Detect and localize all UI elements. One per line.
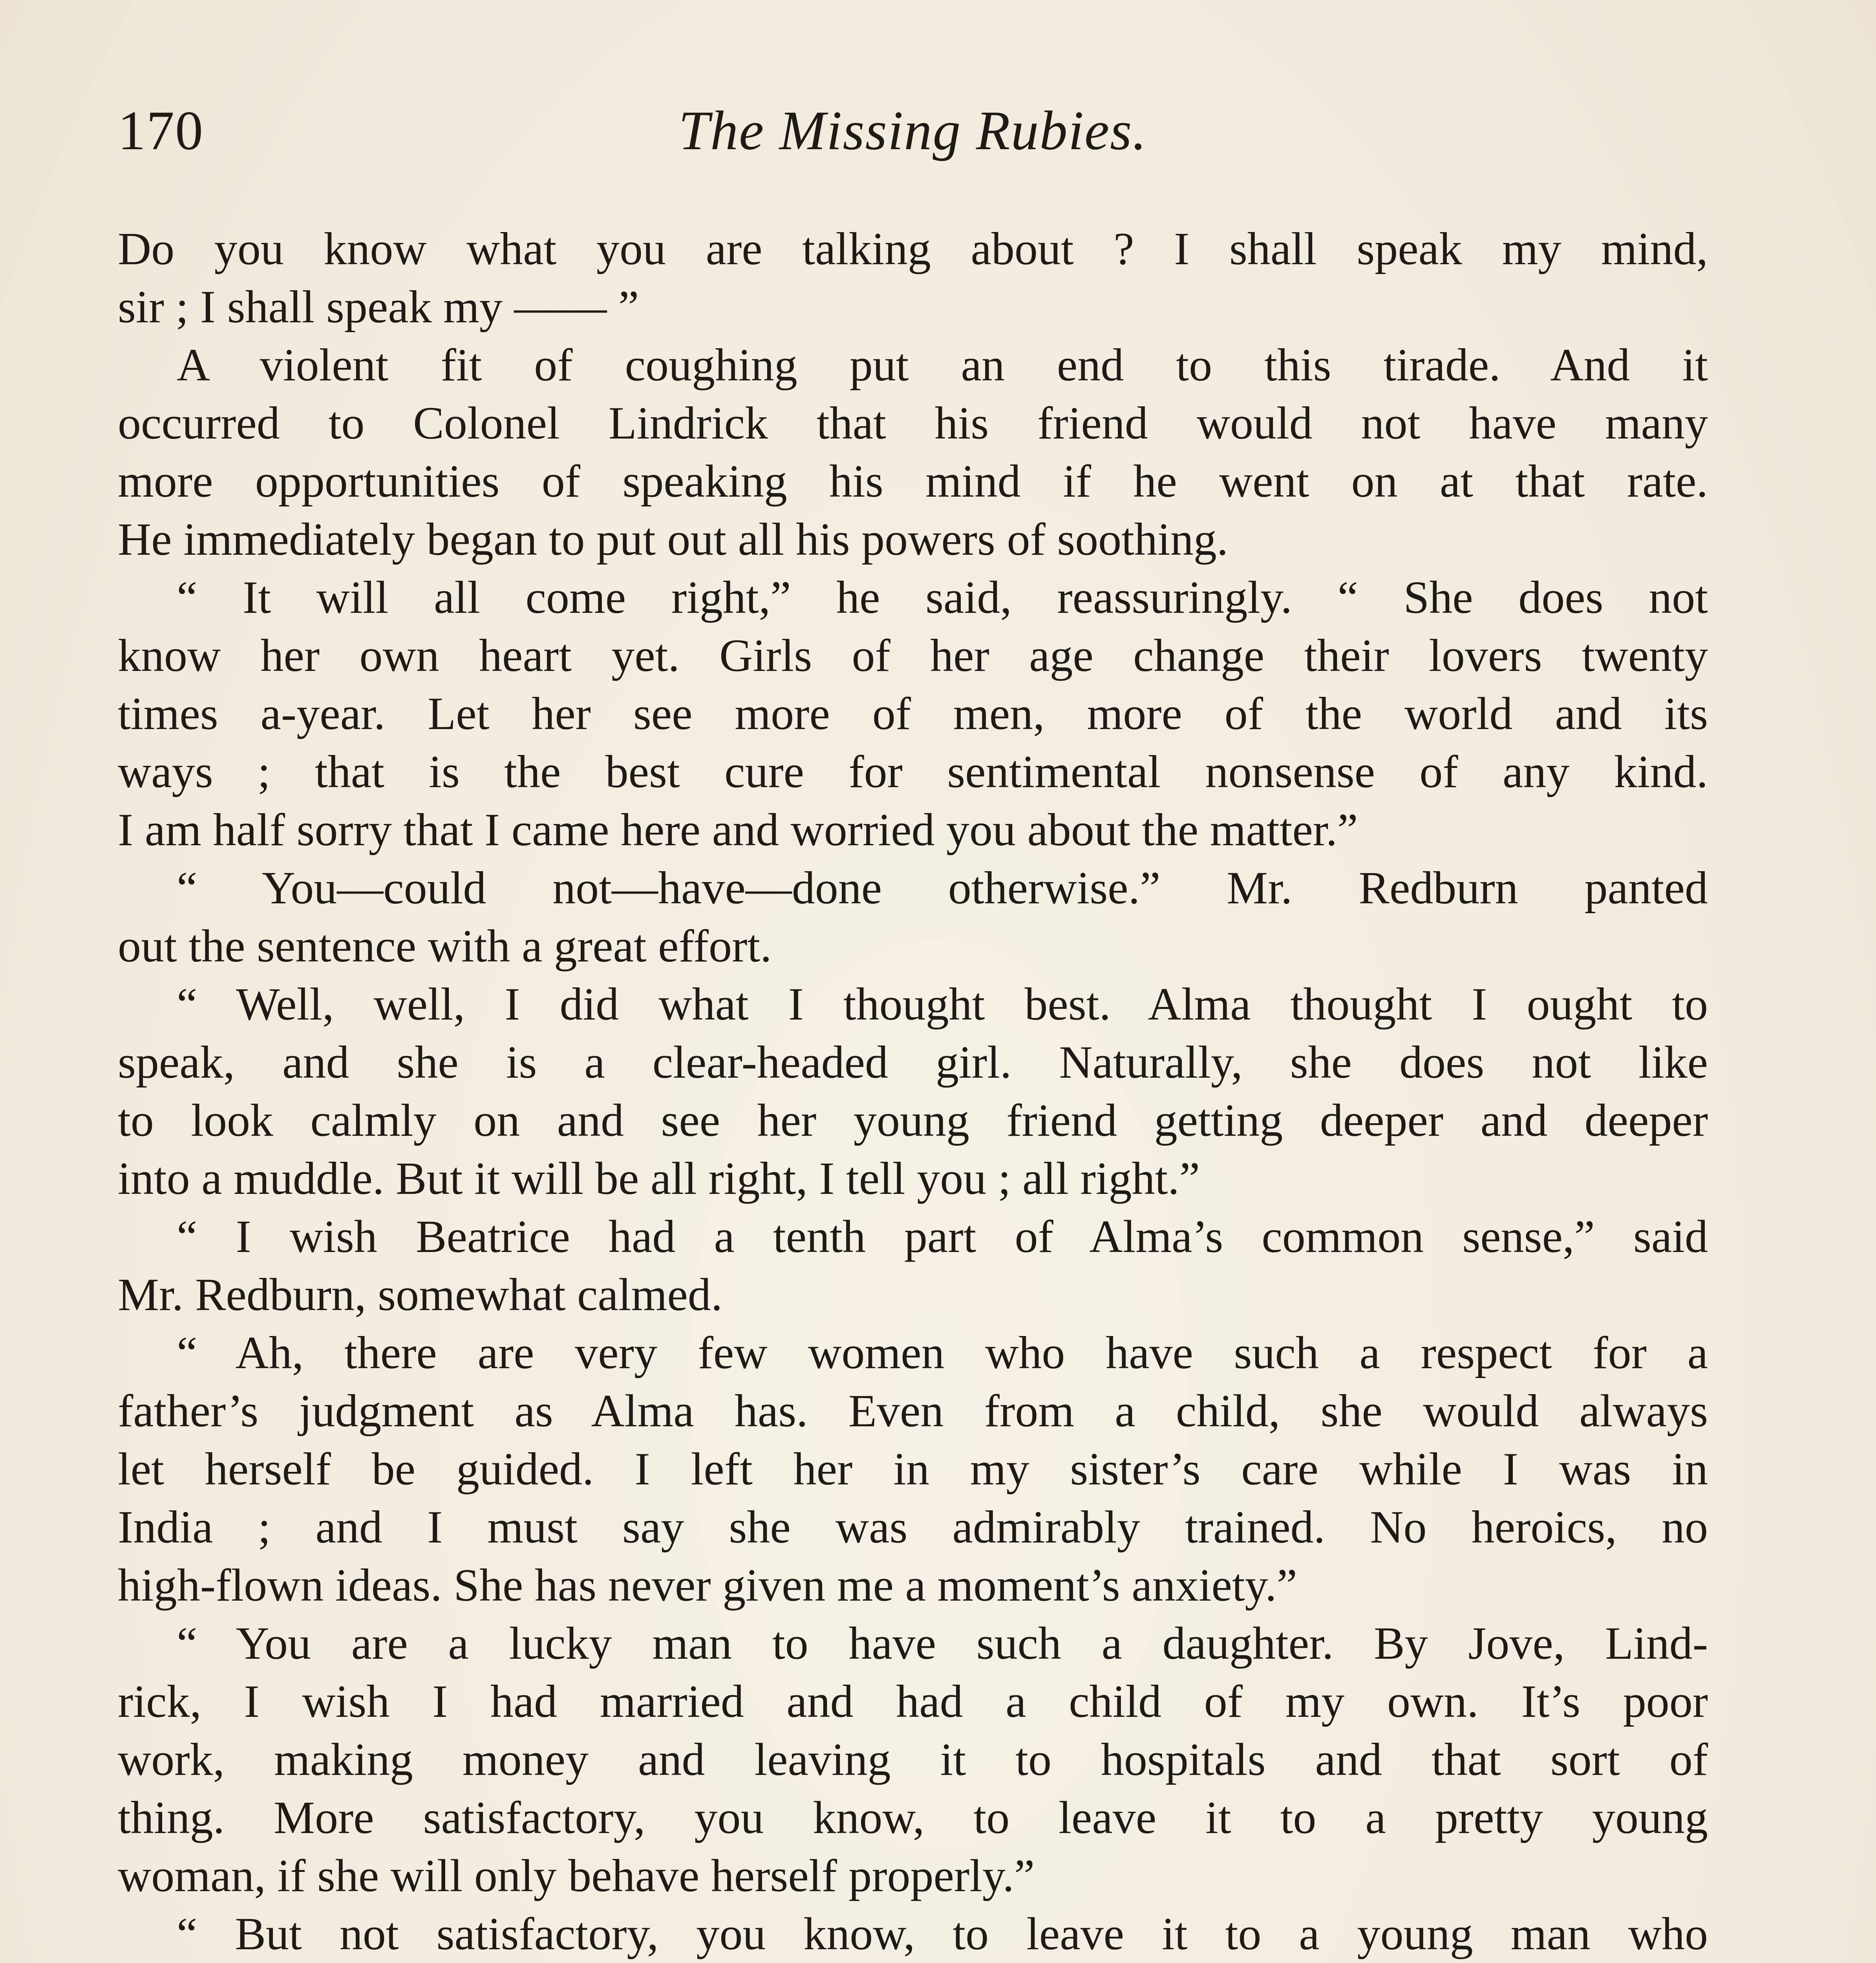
text-line: “ Well, well, I did what I thought best. Alma thought I ought to: [177, 978, 1708, 1030]
text-line: ways ; that is the best cure for sentimental nonsense of any kind.: [118, 746, 1708, 797]
text-line: times a-year. Let her see more of men, more of the world and its: [118, 688, 1708, 739]
text-line: “ You—could not—have—done otherwise.” Mr. Redburn panted: [177, 862, 1708, 914]
text-line: sir ; I shall speak my —— ”: [118, 281, 639, 333]
text-line: work, making money and leaving it to hospitals and that sort of: [118, 1734, 1708, 1785]
text-line: woman, if she will only behave herself properly.”: [118, 1850, 1035, 1901]
text-line: A violent fit of coughing put an end to this tirade. And it: [177, 339, 1708, 391]
text-line: more opportunities of speaking his mind if he went on at that rate.: [118, 455, 1708, 507]
text-line: know her own heart yet. Girls of her age change their lovers twenty: [118, 630, 1708, 681]
text-line: out the sentence with a great effort.: [118, 920, 772, 972]
text-line: India ; and I must say she was admirably trained. No heroics, no: [118, 1501, 1708, 1553]
text-line: speak, and she is a clear-headed girl. Naturally, she does not like: [118, 1036, 1708, 1088]
text-line: “ You are a lucky man to have such a daughter. By Jove, Lind-: [177, 1618, 1708, 1669]
running-head: [118, 98, 1708, 169]
text-line: high-flown ideas. She has never given me a moment’s anxiety.”: [118, 1559, 1297, 1611]
text-line: rick, I wish I had married and had a child of my own. It’s poor: [118, 1676, 1708, 1727]
text-line: let herself be guided. I left her in my sister’s care while I was in: [118, 1443, 1708, 1495]
text-line: to look calmly on and see her young friend getting deeper and deeper: [118, 1095, 1708, 1146]
text-line: “ Ah, there are very few women who have such a respect for a: [177, 1327, 1708, 1378]
text-line: father’s judgment as Alma has. Even from a child, she would always: [118, 1385, 1708, 1437]
text-line: “ I wish Beatrice had a tenth part of Alma’s common sense,” said: [177, 1211, 1708, 1262]
text-line: I am half sorry that I came here and worried you about the matter.”: [118, 804, 1358, 855]
text-line: Mr. Redburn, somewhat calmed.: [118, 1269, 723, 1320]
text-line: Do you know what you are talking about ? I shall speak my mind,: [118, 223, 1708, 274]
text-line: into a muddle. But it will be all right, I tell you ; all right.”: [118, 1153, 1200, 1204]
body-text: [118, 220, 1708, 1963]
text-line: He immediately began to put out all his powers of soothing.: [118, 514, 1229, 565]
text-line: “ It will all come right,” he said, reassuringly. “ She does not: [177, 572, 1708, 623]
text-line: thing. More satisfactory, you know, to leave it to a pretty young: [118, 1792, 1708, 1843]
text-line: “ But not satisfactory, you know, to leave it to a young man who: [177, 1908, 1708, 1959]
text-line: occurred to Colonel Lindrick that his friend would not have many: [118, 397, 1708, 449]
page-number: 170: [118, 99, 204, 161]
running-title: The Missing Rubies.: [678, 99, 1147, 161]
